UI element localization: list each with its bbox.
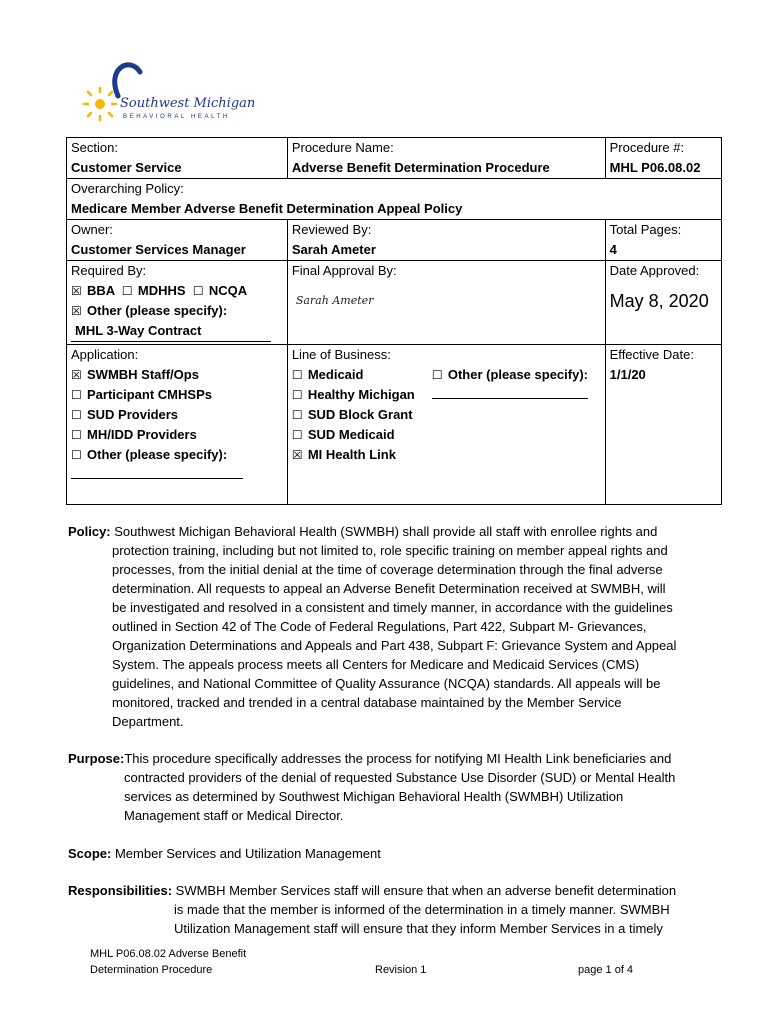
lob-medicaid-checkbox[interactable]: ☐	[291, 368, 303, 382]
policy-line: processes, from the initial denial at the time of coverage determination through the final adverse	[112, 562, 663, 577]
policy-line: protection training, including but not limited to, role specific training on member appeal rights and	[112, 543, 668, 558]
purpose-paragraph	[68, 749, 718, 825]
purpose-line: Management staff or Medical Director.	[124, 808, 344, 823]
footer-page-number: page 1 of 4	[578, 964, 634, 976]
scope-paragraph	[68, 844, 718, 863]
policy-line: Department.	[112, 714, 184, 729]
responsibilities-label: Responsibilities:	[68, 883, 173, 898]
lob-sud-block-grant-checkbox[interactable]: ☐	[291, 408, 303, 422]
ncqa-checkbox[interactable]: ☐	[192, 284, 204, 298]
purpose-line: contracted providers of the denial of requested Substance Use Disorder (SUD) or Mental Health	[124, 770, 676, 785]
lob-item-label: SUD Block Grant	[307, 407, 413, 422]
scope-label: Scope:	[68, 846, 112, 861]
responsibilities-line: SWMBH Member Services staff will ensure that when an adverse benefit determination	[175, 883, 677, 898]
lob-item-label: Medicaid	[307, 367, 364, 382]
responsibilities-line: Utilization Management staff will ensure that they inform Member Services in a timely	[174, 921, 663, 936]
policy-line: Southwest Michigan Behavioral Health (SWMBH) shall provide all staff with enrollee rights and	[114, 524, 658, 539]
required-by-label: Required By:	[71, 263, 147, 278]
procedure-name-value: Adverse Benefit Determination Procedure	[291, 160, 550, 175]
section-cell	[67, 138, 288, 179]
total-pages-cell	[605, 220, 721, 261]
app-item-label: MH/IDD Providers	[87, 427, 197, 442]
app-mhidd-checkbox[interactable]: ☐	[71, 428, 82, 442]
procedure-number-cell	[605, 138, 721, 179]
purpose-line: services as determined by Southwest Michigan Behavioral Health (SWMBH) Utilization	[124, 789, 624, 804]
date-approved-value: May 8, 2020	[609, 291, 709, 311]
line-of-business-label: Line of Business:	[291, 347, 391, 362]
application-label: Application:	[71, 347, 139, 362]
policy-line: outlined in Section 42 of The Code of Federal Regulations, Part 422, Subpart M- Grievances,	[112, 619, 647, 634]
app-other-field[interactable]	[71, 466, 243, 479]
policy-line: determination. All requests to appeal an Adverse Benefit Determination received at SWMBH, will	[112, 581, 666, 596]
procedure-header-table	[66, 137, 722, 505]
logo-name: Southwest Michigan	[120, 96, 256, 111]
line-of-business-cell	[287, 345, 605, 505]
purpose-label: Purpose:	[68, 751, 125, 766]
lob-sud-medicaid-checkbox[interactable]: ☐	[291, 428, 303, 442]
reviewed-by-value: Sarah Ameter	[291, 242, 376, 257]
policy-line: Organization Determinations and Appeals and Part 438, Subpart F: Grievance System and Appeal	[112, 638, 677, 653]
bba-label: BBA	[87, 283, 115, 298]
ncqa-label: NCQA	[208, 283, 248, 298]
lob-other-checkbox[interactable]: ☐	[431, 368, 443, 382]
app-swmbh-checkbox[interactable]: ☒	[71, 368, 82, 382]
swmbh-logo	[78, 58, 256, 130]
approval-signature: Sarah Ameter	[295, 294, 374, 307]
policy-line: monitored, tracked and trended in a central database maintained by the Member Service	[112, 695, 622, 710]
procedure-number-value: MHL P06.08.02	[609, 160, 701, 175]
app-sud-checkbox[interactable]: ☐	[71, 408, 82, 422]
owner-value: Customer Services Manager	[71, 242, 246, 257]
effective-date-label: Effective Date:	[609, 347, 694, 362]
owner-cell	[67, 220, 288, 261]
total-pages-value: 4	[609, 242, 617, 257]
purpose-line: This procedure specifically addresses the process for notifying MI Health Link beneficiaries and	[124, 751, 672, 766]
overarching-policy-value: Medicare Member Adverse Benefit Determination Appeal Policy	[71, 201, 463, 216]
responsibilities-line: is made that the member is informed of the determination in a timely manner. SWMBH	[174, 902, 670, 917]
required-other-label: Other (please specify):	[87, 303, 228, 318]
procedure-name-cell	[287, 138, 605, 179]
date-approved-label: Date Approved:	[609, 263, 700, 278]
mdhhs-label: MDHHS	[137, 283, 186, 298]
total-pages-label: Total Pages:	[609, 222, 682, 237]
footer-doc-line1: MHL P06.08.02 Adverse Benefit	[90, 948, 247, 960]
required-other-checkbox[interactable]: ☒	[71, 304, 82, 318]
lob-other-label: Other (please specify):	[447, 367, 588, 382]
overarching-policy-label: Overarching Policy:	[71, 181, 184, 196]
footer-revision: Revision 1	[375, 964, 427, 976]
app-item-label: Other (please specify):	[87, 447, 228, 462]
final-approval-cell	[287, 261, 605, 345]
procedure-name-label: Procedure Name:	[291, 140, 394, 155]
required-by-cell	[67, 261, 288, 345]
responsibilities-paragraph	[68, 881, 718, 938]
reviewed-by-cell	[287, 220, 605, 261]
effective-date-cell	[605, 345, 721, 505]
lob-healthy-michigan-checkbox[interactable]: ☐	[291, 388, 303, 402]
lob-item-label: MI Health Link	[307, 447, 396, 462]
logo-subtitle: BEHAVIORAL HEALTH	[123, 114, 230, 120]
policy-label: Policy:	[68, 524, 111, 539]
lob-other-field[interactable]	[432, 386, 588, 399]
procedure-number-label: Procedure #:	[609, 140, 685, 155]
bba-checkbox[interactable]: ☒	[71, 284, 82, 298]
policy-line: be investigated and resolved in a consistent and timely manner, in accordance with the guidelines	[112, 600, 673, 615]
scope-text: Member Services and Utilization Management	[114, 846, 381, 861]
application-cell	[67, 345, 288, 505]
overarching-policy-cell	[67, 179, 722, 220]
app-other-checkbox[interactable]: ☐	[71, 448, 82, 462]
lob-item-label: Healthy Michigan	[307, 387, 415, 402]
app-item-label: SWMBH Staff/Ops	[87, 367, 199, 382]
reviewed-by-label: Reviewed By:	[291, 222, 372, 237]
date-approved-cell	[605, 261, 721, 345]
effective-date-value: 1/1/20	[609, 367, 646, 382]
policy-line: guidelines, and National Committee of Quality Assurance (NCQA) standards. All appeals will be	[112, 676, 661, 691]
mdhhs-checkbox[interactable]: ☐	[121, 284, 133, 298]
section-value: Customer Service	[71, 160, 182, 175]
final-approval-label: Final Approval By:	[291, 263, 397, 278]
footer-doc-line2: Determination Procedure	[90, 964, 213, 976]
owner-label: Owner:	[71, 222, 113, 237]
policy-line: System. The appeals process meets all Centers for Medicare and Medicaid Services (CMS)	[112, 657, 640, 672]
app-item-label: Participant CMHSPs	[87, 387, 212, 402]
section-label: Section:	[71, 140, 118, 155]
lob-item-label: SUD Medicaid	[307, 427, 395, 442]
required-other-value[interactable]: MHL 3-Way Contract	[71, 321, 271, 342]
app-item-label: SUD Providers	[87, 407, 179, 422]
app-cmhsp-checkbox[interactable]: ☐	[71, 388, 82, 402]
lob-mi-health-link-checkbox[interactable]: ☒	[291, 448, 303, 462]
policy-paragraph	[68, 522, 718, 731]
